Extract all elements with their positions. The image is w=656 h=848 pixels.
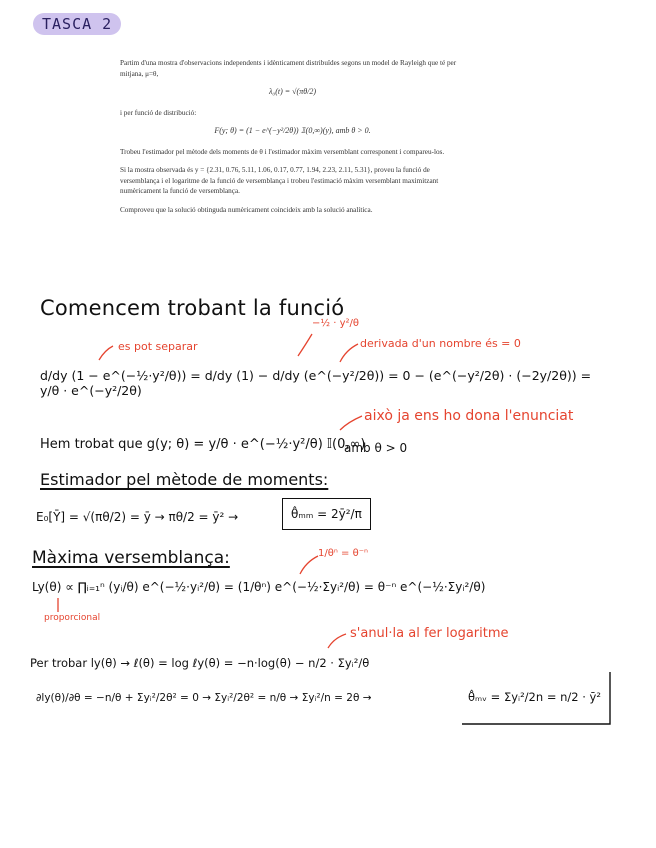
heading-moments: Estimador pel mètode de moments: <box>40 470 329 489</box>
heading-start: Comencem trobant la funció <box>40 296 345 320</box>
ml-result-frame <box>462 672 610 724</box>
arrow-given <box>340 416 362 430</box>
statement-paragraph-5: Comproveu que la solució obtinguda numèricament coincideix amb la solució analítica. <box>120 205 373 214</box>
statement-equation-2: F(y; θ) = (1 − e^(−y²/2θ)) 𝟙(0,∞)(y), amb θ > 0. <box>214 126 371 135</box>
ml-estimator-result: θ̂ₘᵥ = Σyᵢ²/2n = n/2 · ȳ² <box>468 690 601 704</box>
statement-paragraph-2: i per funció de distribució: <box>120 108 197 117</box>
note-theta-power: 1/θⁿ = θ⁻ⁿ <box>318 548 368 559</box>
note-exponent: −½ · y²/θ <box>312 318 360 329</box>
heading-max-likelihood: Màxima versemblança: <box>32 548 230 568</box>
moments-estimator-box: θ̂ₘₘ = 2ȳ²/π <box>282 498 371 530</box>
statement-paragraph-3: Trobeu l'estimador pel mètode dels moments de θ i l'estimador màxim versemblant corresponent i compareu-los. <box>120 147 445 156</box>
arrow-exponent <box>298 334 312 356</box>
note-proportional: proporcional <box>44 613 101 623</box>
log-likelihood-equation: Per trobar ly(θ) → ℓ(θ) = log ℓy(θ) = −n·log(θ) − n/2 · Σyᵢ²/θ <box>30 656 370 670</box>
note-given: això ja ens ho dona l'enunciat <box>364 408 574 424</box>
statement-equation-1: λ₀(t) = √(πθ/2) <box>268 87 317 96</box>
density-result: Hem trobat que g(y; θ) = y/θ · e^(−½·y²/θ) 𝕀(0,∞) <box>40 437 366 452</box>
section-tag: TASCA 2 <box>33 13 121 35</box>
density-condition: amb θ > 0 <box>344 441 408 455</box>
arrow-theta-power <box>300 556 318 574</box>
statement-paragraph-4: Si la mostra observada és y = {2.31, 0.76, 5.11, 1.06, 0.17, 0.77, 1.94, 2.23, 2.11, 5.31}, proveu la funció de versemblança i el logaritme de la funció de versemblança i trobeu l'estimació màxim versemblant maximitzant numèricament la funció de versemblança. <box>120 166 439 195</box>
arrow-log <box>328 634 346 648</box>
note-separable: es pot separar <box>118 340 198 353</box>
arrow-separable <box>99 346 113 360</box>
note-vanishes-log: s'anul·la al fer logaritme <box>350 626 509 641</box>
score-equation: ∂ly(θ)/∂θ = −n/θ + Σyᵢ²/2θ² = 0 → Σyᵢ²/2θ² = n/θ → Σyᵢ²/n = 2θ → <box>36 692 372 704</box>
arrow-derivative <box>340 344 358 362</box>
derivative-equation: d/dy (1 − e^(−½·y²/θ)) = d/dy (1) − d/dy (e^(−y²/2θ)) = 0 − (e^(−y²/2θ) · (−2y/2θ)) = y/θ · e^(−y²/2θ) <box>40 368 592 398</box>
likelihood-equation: Ly(θ) ∝ ∏ᵢ₌₁ⁿ (yᵢ/θ) e^(−½·yᵢ²/θ) = (1/θⁿ) e^(−½·Σyᵢ²/θ) = θ⁻ⁿ e^(−½·Σyᵢ²/θ) <box>32 580 486 594</box>
note-derivative-constant: derivada d'un nombre és = 0 <box>360 337 521 350</box>
moments-equation: E₀[Ȳ] = √(πθ/2) = ȳ → πθ/2 = ȳ² → <box>36 510 239 524</box>
statement-paragraph-1: Partim d'una mostra d'observacions independents i idènticament distribuïdes segons un model de Rayleigh que té per mitjana, μ=θ, <box>120 59 457 78</box>
